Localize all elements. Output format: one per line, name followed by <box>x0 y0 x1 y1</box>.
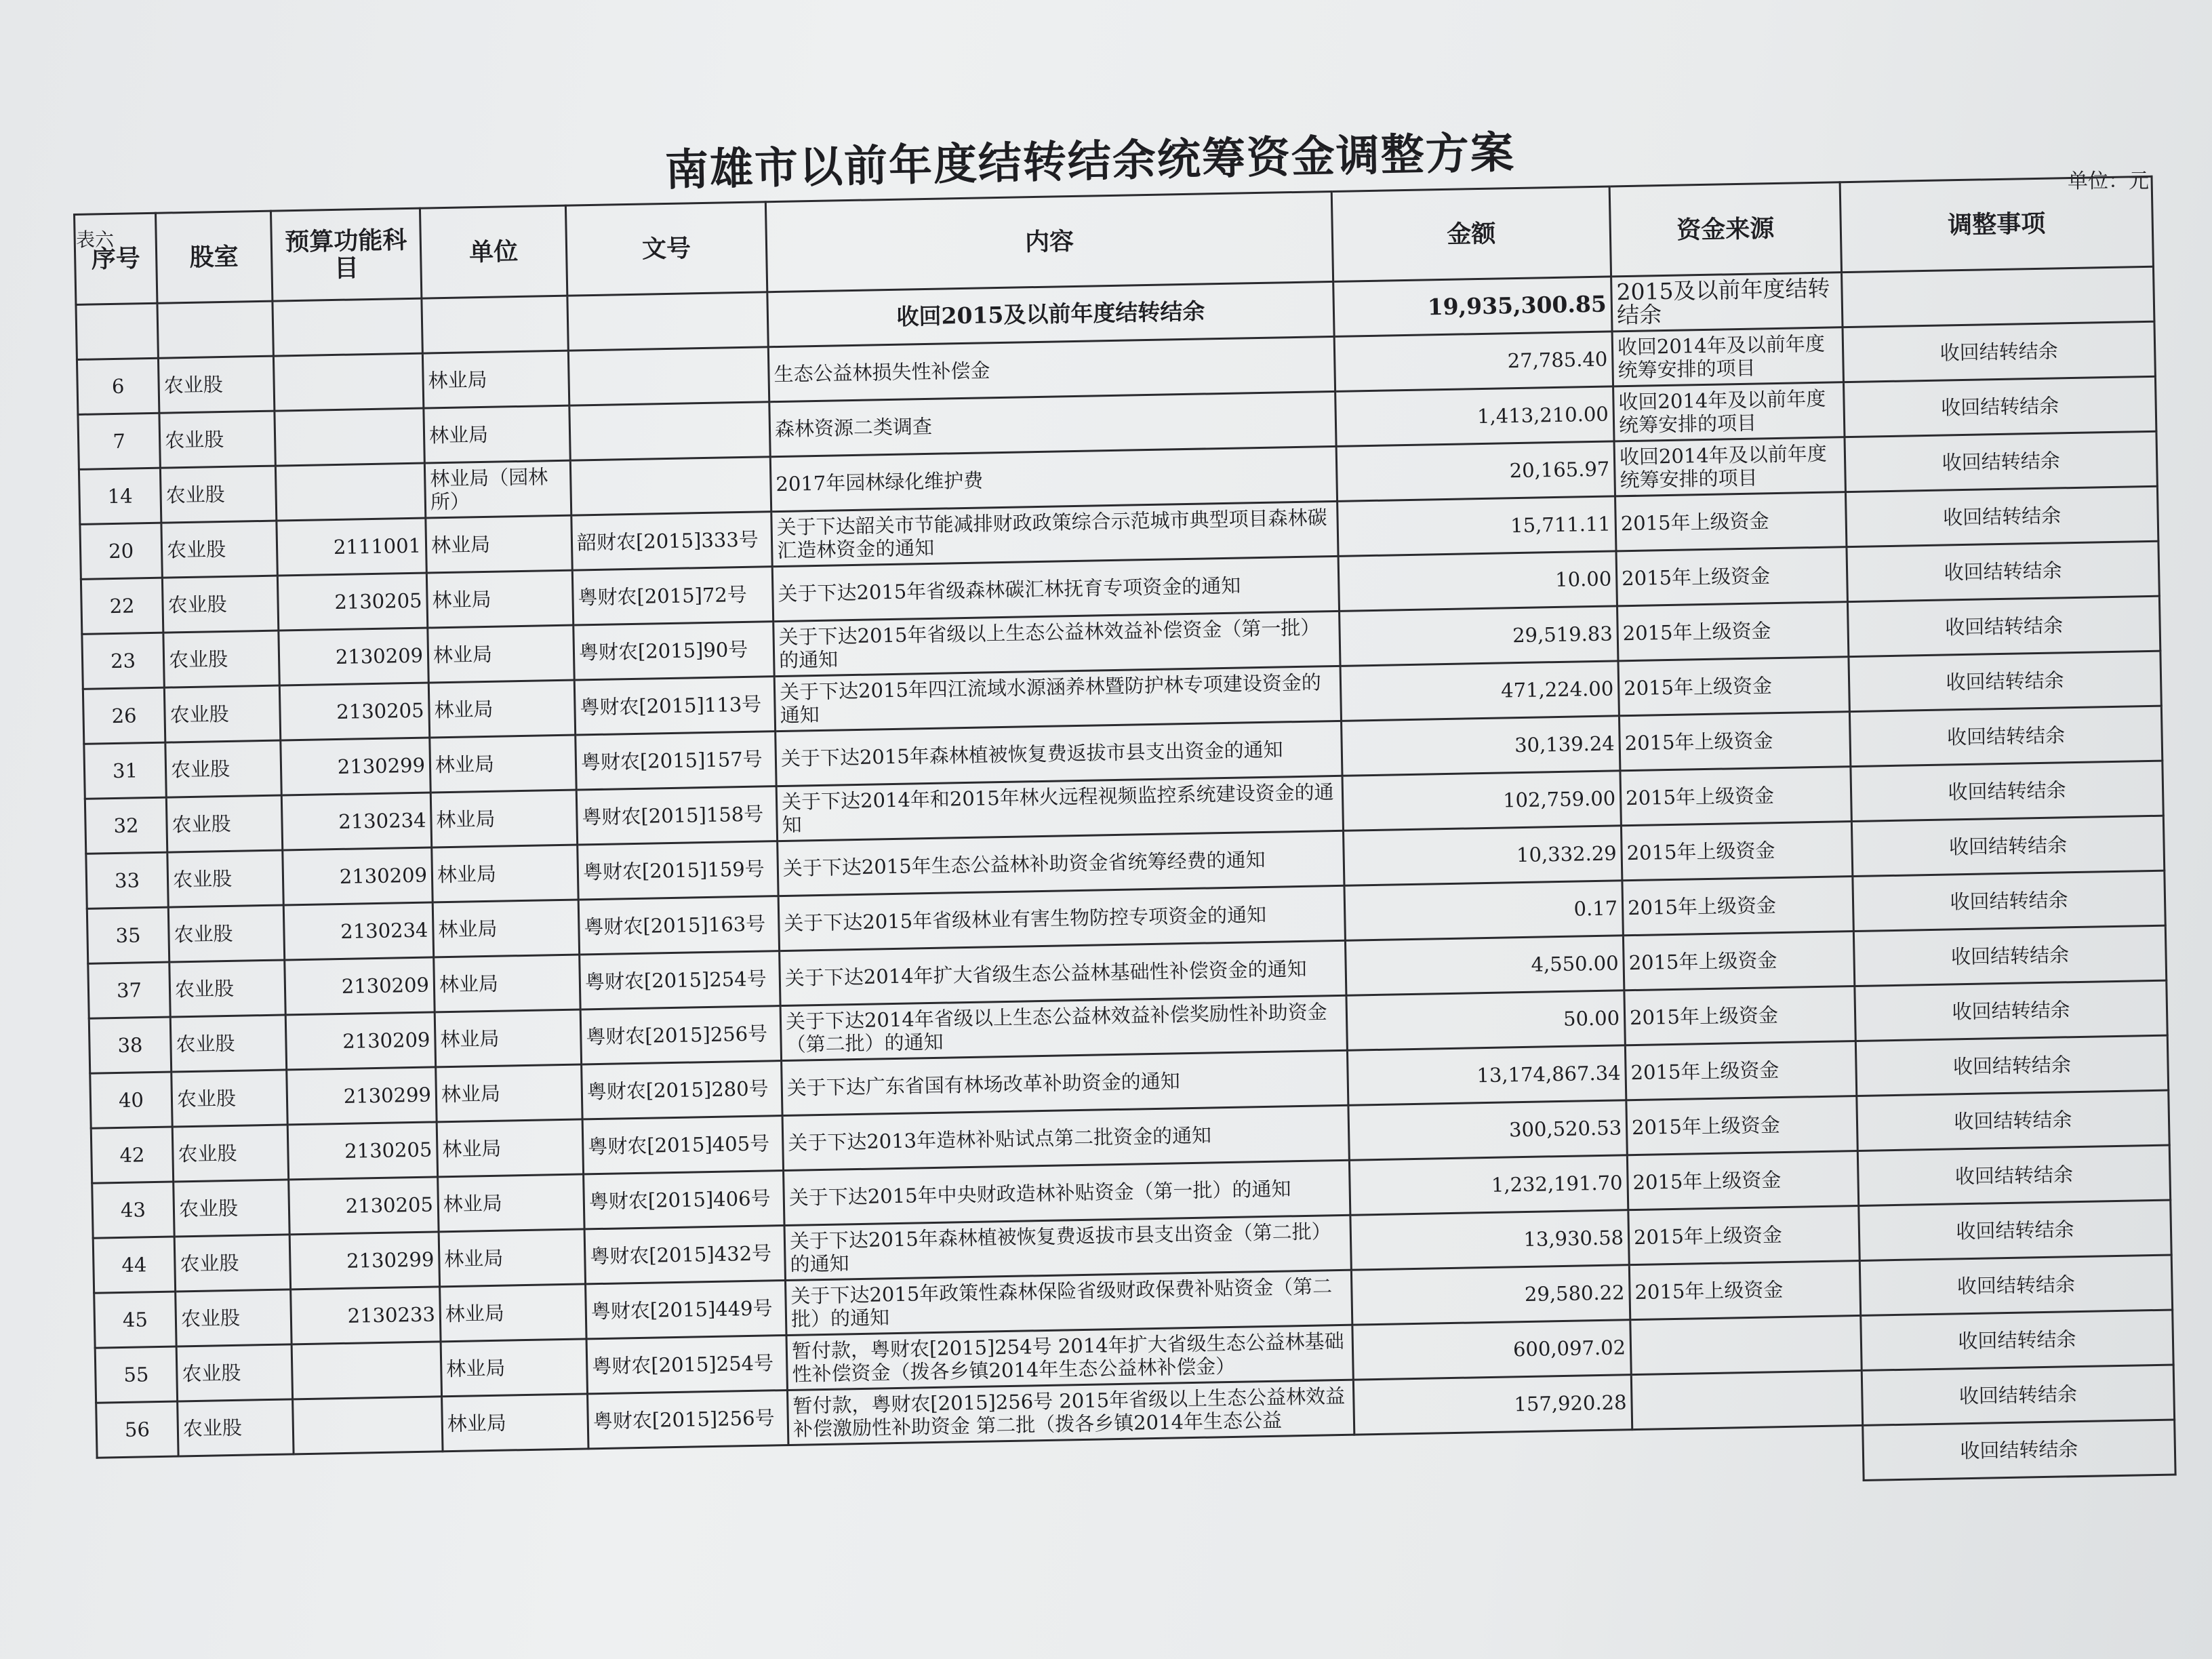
row-amount: 0.17 <box>1344 881 1623 940</box>
total-amount: 19,935,300.85 <box>1333 277 1612 336</box>
row-budget-code: 2130234 <box>281 793 431 850</box>
row-amount: 10,332.29 <box>1343 826 1622 885</box>
header-org: 单位 <box>420 205 567 298</box>
row-source: 2015年上级资金 <box>1628 1205 1859 1264</box>
row-budget-code: 2130299 <box>281 738 430 795</box>
row-amount: 300,520.53 <box>1348 1100 1627 1160</box>
row-budget-code: 2130209 <box>285 957 435 1015</box>
row-source: 2015年上级资金 <box>1623 932 1854 991</box>
row-dept: 农业股 <box>166 795 282 852</box>
row-budget-code: 2130299 <box>287 1067 437 1125</box>
row-dept: 农业股 <box>174 1235 290 1292</box>
row-source: 收回2014年及以前年度统筹安排的项目 <box>1614 437 1845 496</box>
row-seq: 23 <box>82 633 164 689</box>
row-org: 林业局（园林所） <box>424 460 571 518</box>
row-doc-no: 粤财农[2015]159号 <box>578 841 778 900</box>
row-amount: 20,165.97 <box>1336 441 1615 501</box>
row-content: 关于下达2015年森林植被恢复费返拔市县支出资金的通知 <box>776 721 1342 786</box>
row-doc-no: 粤财农[2015]90号 <box>574 622 774 680</box>
row-seq: 22 <box>81 578 163 634</box>
row-source: 2015年上级资金 <box>1620 767 1851 826</box>
row-content: 关于下达2014年省级以上生态公益林效益补偿奖励性补助资金（第二批）的通知 <box>780 995 1347 1060</box>
row-content: 关于下达2015年省级森林碳汇林抚育专项资金的通知 <box>772 556 1339 621</box>
row-org: 林业局 <box>428 680 575 738</box>
row-source: 2015年上级资金 <box>1626 1096 1857 1155</box>
row-dept: 农业股 <box>174 1180 289 1237</box>
row-seq: 45 <box>94 1292 176 1348</box>
row-doc-no: 粤财农[2015]158号 <box>576 786 777 845</box>
row-adjust: 收回结转结余 <box>1863 1420 2175 1480</box>
row-budget-code: 2130209 <box>279 628 428 685</box>
row-org: 林业局 <box>442 1394 588 1452</box>
row-adjust: 收回结转结余 <box>1845 486 2158 546</box>
header-budget-code: 预算功能科目 <box>270 208 421 301</box>
row-org: 林业局 <box>430 790 577 847</box>
row-amount: 27,785.40 <box>1334 332 1613 391</box>
row-doc-no <box>568 347 769 405</box>
row-seq: 43 <box>92 1182 174 1238</box>
row-source <box>1631 1370 1862 1429</box>
row-dept: 农业股 <box>165 740 281 797</box>
row-doc-no: 粤财农[2015]113号 <box>574 677 775 735</box>
row-doc-no: 粤财农[2015]254号 <box>586 1336 787 1394</box>
table-wrapper <box>73 176 2177 1514</box>
row-adjust: 收回结转结余 <box>1849 706 2162 766</box>
row-adjust: 收回结转结余 <box>1843 321 2155 382</box>
row-seq: 6 <box>77 358 159 414</box>
row-budget-code <box>275 463 425 521</box>
row-budget-code: 2130205 <box>277 573 427 631</box>
row-budget-code: 2130209 <box>283 847 433 905</box>
row-budget-code <box>273 353 423 411</box>
row-budget-code: 2130234 <box>283 902 433 960</box>
row-adjust: 收回结转结余 <box>1851 761 2163 821</box>
row-adjust: 收回结转结余 <box>1859 1255 2172 1315</box>
row-budget-code: 2111001 <box>277 518 426 576</box>
header-seq: 序号 <box>75 213 157 304</box>
row-seq: 37 <box>88 962 170 1018</box>
row-org: 林业局 <box>435 1010 581 1067</box>
unit-label: 单位：元 <box>2068 169 2149 193</box>
row-seq: 31 <box>84 742 166 799</box>
row-content: 关于下达2013年造林补贴试点第二批资金的通知 <box>782 1105 1349 1170</box>
row-budget-code: 2130299 <box>289 1232 439 1290</box>
row-seq: 32 <box>85 797 167 854</box>
row-amount: 29,519.83 <box>1340 606 1618 666</box>
row-content: 关于下达广东省国有林场改革补助资金的通知 <box>782 1050 1348 1115</box>
row-budget-code: 2130209 <box>285 1012 435 1070</box>
row-dept: 农业股 <box>159 411 275 468</box>
header-doc-no: 文号 <box>565 202 767 296</box>
row-amount: 50.00 <box>1346 991 1625 1050</box>
row-budget-code: 2130205 <box>279 683 429 740</box>
row-adjust: 收回结转结余 <box>1857 1145 2170 1205</box>
row-dept: 农业股 <box>163 631 279 687</box>
row-content: 暂付款，粤财农[2015]254号 2014年扩大省级生态公益林基础性补偿资金（拨各乡镇2014年生态公益林补偿金） <box>786 1325 1353 1390</box>
funding-table <box>73 176 2177 1514</box>
row-source: 2015年上级资金 <box>1622 877 1853 936</box>
row-org: 林业局 <box>439 1229 585 1287</box>
row-amount: 15,711.11 <box>1338 496 1616 556</box>
row-content: 关于下达2015年政策性森林保险省级财政保费补贴资金（第二批）的通知 <box>786 1270 1352 1335</box>
total-content: 收回2015及以前年度结转结余 <box>767 281 1334 346</box>
row-org: 林业局 <box>436 1064 582 1122</box>
row-budget-code: 2130205 <box>287 1122 437 1180</box>
row-source: 2015年上级资金 <box>1624 986 1855 1045</box>
header-adjust: 调整事项 <box>1840 176 2153 272</box>
header-dept: 股室 <box>156 211 273 303</box>
row-org: 林业局 <box>422 351 569 408</box>
row-org: 林业局 <box>440 1284 586 1342</box>
row-doc-no: 粤财农[2015]280号 <box>582 1061 782 1119</box>
row-adjust: 收回结转结余 <box>1859 1200 2171 1260</box>
row-source: 2015年上级资金 <box>1615 492 1847 551</box>
row-amount: 29,580.22 <box>1351 1265 1630 1325</box>
row-content: 关于下达2015年中央财政造林补贴资金（第一批）的通知 <box>784 1160 1350 1225</box>
row-dept: 农业股 <box>172 1125 288 1182</box>
row-doc-no: 粤财农[2015]254号 <box>580 951 780 1010</box>
row-content: 关于下达2015年省级以上生态公益林效益补偿资金（第一批）的通知 <box>773 611 1340 676</box>
row-amount: 471,224.00 <box>1340 661 1619 721</box>
row-org: 林业局 <box>441 1339 587 1397</box>
row-seq: 35 <box>87 907 169 963</box>
row-doc-no: 粤财农[2015]432号 <box>584 1226 785 1284</box>
row-amount: 13,930.58 <box>1350 1210 1629 1270</box>
row-source: 2015年上级资金 <box>1621 822 1852 881</box>
row-adjust: 收回结转结余 <box>1849 651 2161 711</box>
header-source: 资金来源 <box>1609 182 1841 277</box>
row-budget-code: 2130205 <box>289 1177 439 1235</box>
row-doc-no: 粤财农[2015]449号 <box>586 1281 786 1339</box>
row-amount: 1,232,191.70 <box>1349 1155 1628 1215</box>
row-org: 林业局 <box>426 515 572 573</box>
row-seq: 56 <box>96 1401 178 1458</box>
row-budget-code <box>291 1342 441 1399</box>
row-org: 林业局 <box>432 845 578 902</box>
row-source: 2015年上级资金 <box>1618 657 1849 716</box>
row-seq: 20 <box>80 523 162 579</box>
row-amount: 600,097.02 <box>1352 1320 1631 1380</box>
row-dept: 农业股 <box>170 1015 286 1072</box>
row-amount: 157,920.28 <box>1353 1375 1632 1435</box>
row-content: 关于下达2014年和2015年林火远程视频监控系统建设资金的通知 <box>776 776 1343 841</box>
row-amount: 102,759.00 <box>1342 771 1621 831</box>
row-dept: 农业股 <box>178 1399 294 1456</box>
total-source: 2015及以前年度结转结余 <box>1611 273 1843 332</box>
row-content: 关于下达2014年扩大省级生态公益林基础性补偿资金的通知 <box>780 940 1346 1005</box>
row-doc-no: 粤财农[2015]163号 <box>578 896 779 955</box>
page-title: 南雄市以前年度结转结余统筹资金调整方案 <box>664 127 1516 196</box>
row-org: 林业局 <box>437 1119 583 1177</box>
row-doc-no: 粤财农[2015]256号 <box>588 1390 788 1448</box>
row-source: 2015年上级资金 <box>1616 547 1847 606</box>
row-org: 林业局 <box>433 900 579 957</box>
row-adjust: 收回结转结余 <box>1855 1035 2168 1096</box>
row-source: 2015年上级资金 <box>1617 602 1848 661</box>
header-content: 内容 <box>765 191 1333 292</box>
row-seq: 40 <box>90 1072 172 1128</box>
row-org: 林业局 <box>426 570 573 628</box>
row-doc-no <box>569 402 770 460</box>
row-content: 关于下达2015年生态公益林补助资金省统筹经费的通知 <box>778 831 1344 896</box>
row-adjust: 收回结转结余 <box>1843 376 2156 437</box>
row-dept: 农业股 <box>158 356 274 413</box>
row-content: 生态公益林损失性补偿金 <box>768 336 1335 401</box>
row-adjust: 收回结转结余 <box>1855 980 2167 1041</box>
row-amount: 10.00 <box>1338 551 1617 611</box>
row-source: 2015年上级资金 <box>1625 1041 1856 1100</box>
row-content: 关于下达2015年四江流域水源涵养林暨防护林专项建设资金的通知 <box>774 666 1341 731</box>
row-org: 林业局 <box>424 405 570 463</box>
header-amount: 金额 <box>1331 186 1611 281</box>
row-amount: 13,174,867.34 <box>1347 1045 1626 1105</box>
row-adjust: 收回结转结余 <box>1861 1310 2173 1370</box>
row-content: 关于下达2015年森林植被恢复费返拔市县支出资金（第二批）的通知 <box>784 1215 1351 1280</box>
row-dept: 农业股 <box>176 1344 292 1401</box>
row-budget-code: 2130233 <box>291 1287 441 1344</box>
row-dept: 农业股 <box>172 1070 287 1127</box>
row-doc-no: 韶财农[2015]333号 <box>571 512 772 570</box>
row-source: 收回2014年及以前年度统筹安排的项目 <box>1613 382 1845 441</box>
row-doc-no <box>570 457 771 515</box>
row-source: 2015年上级资金 <box>1619 712 1850 771</box>
row-org: 林业局 <box>428 625 574 683</box>
row-adjust: 收回结转结余 <box>1845 431 2157 492</box>
row-doc-no: 粤财农[2015]256号 <box>580 1006 781 1064</box>
row-dept: 农业股 <box>162 576 278 633</box>
table-label: 表六 <box>76 228 115 251</box>
row-source <box>1630 1315 1862 1374</box>
row-doc-no: 粤财农[2015]72号 <box>572 567 773 625</box>
row-doc-no: 粤财农[2015]157号 <box>576 732 776 790</box>
row-dept: 农业股 <box>169 960 285 1017</box>
row-budget-code <box>293 1397 443 1454</box>
row-source: 收回2014年及以前年度统筹安排的项目 <box>1612 327 1843 386</box>
row-content: 暂付款，粤财农[2015]256号 2015年省级以上生态公益林效益补偿激励性补助资金 第二批（拨各乡镇2014年生态公益 <box>787 1380 1354 1445</box>
row-amount: 1,413,210.00 <box>1335 386 1614 446</box>
row-adjust: 收回结转结余 <box>1847 596 2160 656</box>
row-dept: 农业股 <box>161 521 277 578</box>
row-org: 林业局 <box>438 1174 584 1232</box>
row-adjust: 收回结转结余 <box>1853 925 2166 986</box>
row-budget-code <box>275 408 424 466</box>
row-amount: 30,139.24 <box>1342 716 1620 776</box>
row-seq: 55 <box>95 1346 177 1403</box>
row-seq: 14 <box>79 468 161 524</box>
row-content: 关于下达韶关市节能减排财政政策综合示范城市典型项目森林碳汇造林资金的通知 <box>771 501 1338 566</box>
row-adjust: 收回结转结余 <box>1853 871 2165 931</box>
row-seq: 38 <box>89 1017 171 1073</box>
row-dept: 农业股 <box>168 905 284 962</box>
row-adjust: 收回结转结余 <box>1857 1090 2169 1151</box>
row-seq: 42 <box>91 1127 173 1183</box>
row-seq: 7 <box>78 413 160 469</box>
row-org: 林业局 <box>434 955 580 1012</box>
row-dept: 农业股 <box>167 850 283 907</box>
row-dept: 农业股 <box>176 1290 291 1346</box>
row-seq: 26 <box>83 687 165 744</box>
row-source: 2015年上级资金 <box>1627 1151 1858 1210</box>
row-seq: 44 <box>93 1237 175 1293</box>
row-adjust: 收回结转结余 <box>1847 541 2159 601</box>
row-source: 2015年上级资金 <box>1629 1260 1860 1319</box>
row-doc-no: 粤财农[2015]406号 <box>584 1171 784 1229</box>
row-seq: 33 <box>86 852 168 908</box>
row-doc-no: 粤财农[2015]405号 <box>582 1116 783 1174</box>
row-dept: 农业股 <box>160 466 276 523</box>
row-content: 森林资源二类调查 <box>769 391 1336 456</box>
row-org: 林业局 <box>430 735 576 793</box>
row-amount: 4,550.00 <box>1345 936 1624 995</box>
row-content: 关于下达2015年省级林业有害生物防控专项资金的通知 <box>778 885 1345 951</box>
row-adjust: 收回结转结余 <box>1862 1365 2174 1425</box>
row-content: 2017年园林绿化维护费 <box>770 446 1337 511</box>
row-adjust: 收回结转结余 <box>1851 816 2164 876</box>
row-dept: 农业股 <box>164 685 280 742</box>
